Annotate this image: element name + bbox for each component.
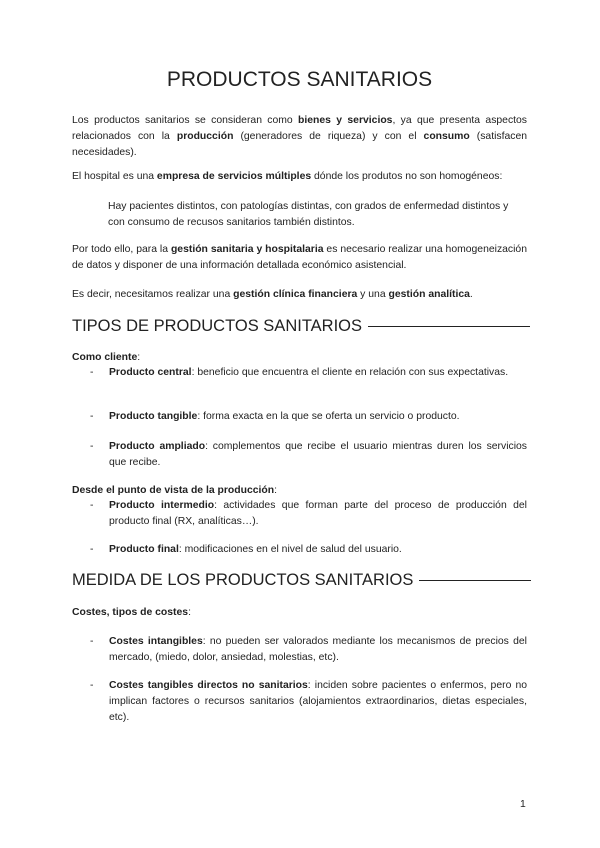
gestion-paragraph: Por todo ello, para la gestión sanitaria y hospitalaria es necesario realizar una homogeneización de datos y disponer de una información detallada económico asistencial. <box>72 244 527 271</box>
section-heading-medida: MEDIDA DE LOS PRODUCTOS SANITARIOS <box>72 569 527 591</box>
page-number: 1 <box>520 799 526 810</box>
subheading-como-cliente: Como cliente: <box>72 352 141 363</box>
list-item: - Producto final: modificaciones en el nivel de salud del usuario. <box>90 544 402 555</box>
heading-rule <box>419 580 531 581</box>
list-item: - Producto tangible: forma exacta en la que se oferta un servicio o producto. <box>90 411 460 422</box>
intro-paragraph: Los productos sanitarios se consideran como bienes y servicios, ya que presenta aspectos relacionados con la producción (generadores de riqueza) y con el consumo (satisfacen necesidades). <box>72 115 528 158</box>
list-item: - Producto central: beneficio que encuentra el cliente en relación con sus expectativas. <box>90 367 509 378</box>
indented-paragraph: Hay pacientes distintos, con patologías distintas, con grados de enfermedad distintos y con consumo de recusos sanitarios también distintos. <box>108 201 509 228</box>
list-item: - Producto intermedio: actividades que forman parte del proceso de producción del producto final (RX, analíticas…). <box>90 500 527 527</box>
list-item: - Costes intangibles: no pueden ser valorados mediante los mecanismos de precios del mercado, (miedo, dolor, ansiedad, molestias, etc). <box>90 636 527 663</box>
subheading-costes: Costes, tipos de costes: <box>72 607 191 618</box>
list-item: - Producto ampliado: complementos que recibe el usuario mientras duren los servicios que recibe. <box>90 441 527 468</box>
heading-rule <box>368 326 530 327</box>
subheading-produccion: Desde el punto de vista de la producción: <box>72 485 277 496</box>
es-decir-paragraph: Es decir, necesitamos realizar una gestión clínica financiera y una gestión analítica. <box>72 289 473 300</box>
list-item: - Costes tangibles directos no sanitarios: inciden sobre pacientes o enfermos, pero no implican factores o recursos sanitarios (alojamientos extraordinarios, dietas especiales, etc). <box>90 680 527 723</box>
page-title: PRODUCTOS SANITARIOS <box>166 68 433 91</box>
section-heading-tipos: TIPOS DE PRODUCTOS SANITARIOS <box>72 315 527 337</box>
hospital-paragraph: El hospital es una empresa de servicios múltiples dónde los produtos no son homogéneos: <box>72 171 503 182</box>
